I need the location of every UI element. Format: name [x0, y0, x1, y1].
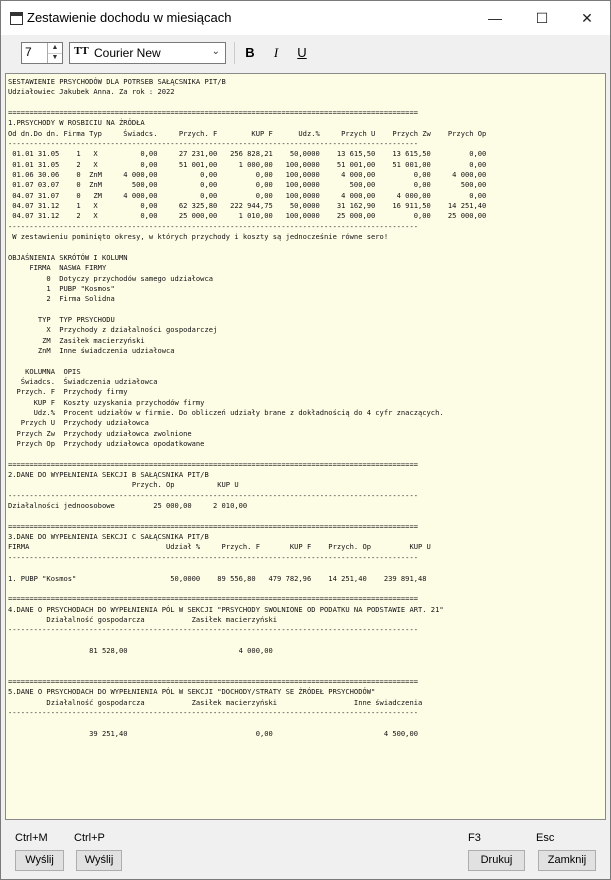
report-line: Przych. Op KUP U	[8, 480, 239, 490]
report-line: Przych Zw Przychody udziałowca zwolnione	[8, 428, 192, 438]
report-line: ZM Zasiłek macierzyński	[8, 335, 145, 345]
window-icon	[10, 12, 23, 25]
report-line: Działalność gospodarcza Zasiłek macierzyński Inne świadczenia	[8, 697, 423, 707]
minimize-button[interactable]: —	[488, 10, 502, 26]
report-line: Przych. F Przychody firmy	[8, 387, 128, 397]
report-line: ------------------------------------------------------------------------------------------------	[8, 139, 418, 149]
report-line: FIRMA Udział % Przych. F KUP F Przych. Op KUP U	[8, 542, 431, 552]
font-name-value: Courier New	[94, 46, 161, 60]
report-line: 5.DANE O PRSYCHODACH DO WYPEŁNIENIA PÓL W SEKCJI "DOCHODY/STRATY SE ŹRÓDEŁ PRSYCHODÓW"	[8, 687, 376, 697]
report-line: 04.07 31.07 0 ZM 4 000,00 0,00 0,00 100,0000 4 000,00 4 000,00 0,00	[8, 190, 487, 200]
report-line: ------------------------------------------------------------------------------------------------	[8, 707, 418, 717]
spin-down-icon[interactable]: ▼	[51, 54, 59, 61]
bold-button[interactable]: B	[245, 45, 255, 60]
toolbar-separator	[234, 42, 235, 64]
report-line: 2.DANE DO WYPEŁNIENIA SEKCJI B SAŁĄCSNIKA PIT/B	[8, 470, 209, 480]
report-line: 3.DANE DO WYPEŁNIENIA SEKCJI C SAŁĄCSNIKA PIT/B	[8, 532, 209, 542]
report-view[interactable]	[5, 73, 606, 820]
report-line: 2 Firma Solidna	[8, 294, 115, 304]
close-report-button[interactable]: Zamknij	[538, 850, 596, 871]
font-name-select[interactable]	[69, 42, 226, 64]
print-button[interactable]: Drukuj	[468, 850, 525, 871]
send-email-button[interactable]: Wyślij	[15, 850, 64, 871]
shortcut-ctrl-m: Ctrl+M	[15, 832, 48, 844]
window-title: Zestawienie dochodu w miesiącach	[27, 10, 232, 25]
report-line: Przych U Przychody udziałowca	[8, 418, 149, 428]
report-line: Udziałowiec Jakubek Anna. Za rok : 2022	[8, 87, 175, 97]
spin-up-icon[interactable]: ▲	[48, 43, 62, 54]
report-line: 1. PUBP "Kosmos" 50,0000 89 556,80 479 782,96 14 251,40 239 891,48	[8, 573, 427, 583]
underline-button[interactable]: U	[297, 45, 307, 60]
report-line: ================================================================================================	[8, 594, 418, 604]
report-line: 01.07 03.07 0 ZnM 500,00 0,00 0,00 100,0000 500,00 0,00 500,00	[8, 180, 487, 190]
report-line: 01.06 30.06 0 ZnM 4 000,00 0,00 0,00 100,0000 4 000,00 0,00 4 000,00	[8, 170, 487, 180]
report-line: 4.DANE O PRSYCHODACH DO WYPEŁNIENIA PÓL W SEKCJI "PRSYCHODY SWOLNIONE OD PODATKU NA PODSTAWIE ART. 21"	[8, 604, 444, 614]
report-line: ------------------------------------------------------------------------------------------------	[8, 552, 418, 562]
maximize-button[interactable]: ☐	[535, 10, 549, 26]
report-line: ================================================================================================	[8, 108, 418, 118]
spinner-buttons	[47, 43, 62, 63]
shortcut-f3: F3	[468, 832, 481, 844]
report-line: ------------------------------------------------------------------------------------------------	[8, 221, 418, 231]
report-line: 04.07 31.12 1 X 0,00 62 325,80 222 944,75 50,0000 31 162,90 16 911,50 14 251,40	[8, 201, 487, 211]
report-line: ================================================================================================	[8, 459, 418, 469]
bottom-bar	[1, 819, 610, 879]
toolbar	[1, 35, 610, 73]
report-line: X Przychody z działalności gospodarczej	[8, 325, 218, 335]
shortcut-esc: Esc	[536, 832, 555, 844]
report-line: Przych Op Przychody udziałowca opodatkowane	[8, 439, 205, 449]
report-line: ZnM Inne świadczenia udziałowca	[8, 345, 175, 355]
report-line: 1.PRSYCHODY W ROSBICIU NA ŹRÓDŁA	[8, 118, 145, 128]
report-line: 01.01 31.05 2 X 0,00 51 001,00 1 000,00 100,0000 51 001,00 51 001,00 0,00	[8, 159, 487, 169]
report-line: Świadcs. Świadczenia udziałowca	[8, 376, 158, 386]
report-line: ------------------------------------------------------------------------------------------------	[8, 625, 418, 635]
italic-button[interactable]: I	[273, 45, 279, 60]
report-line: ------------------------------------------------------------------------------------------------	[8, 490, 418, 500]
report-line: Od dn.Do dn. Firma Typ Świadcs. Przych. F KUP F Udz.% Przych U Przych Zw Przych Op	[8, 128, 487, 138]
report-line: 04.07 31.12 2 X 0,00 25 000,00 1 010,00 100,0000 25 000,00 0,00 25 000,00	[8, 211, 487, 221]
report-line: 01.01 31.05 1 X 0,00 27 231,00 256 828,21 50,0000 13 615,50 13 615,50 0,00	[8, 149, 487, 159]
font-size-value[interactable]: 7	[25, 45, 32, 59]
report-line: W zestawieniu pominięto okresy, w których przychody i koszty są jednocześnie równe sero!	[8, 232, 389, 242]
title-bar[interactable]	[1, 1, 610, 35]
report-line: OBJAŚNIENIA SKRÓTÓW I KOLUMN	[8, 252, 128, 262]
report-line: 1 PUBP "Kosmos"	[8, 283, 115, 293]
report-line: TYP TYP PRSYCHODU	[8, 314, 115, 324]
report-line: 81 528,00 4 000,00	[8, 645, 273, 655]
report-line: Działalność gospodarcza Zasiłek macierzyński	[8, 614, 278, 624]
shortcut-ctrl-p: Ctrl+P	[74, 832, 105, 844]
report-line: Działalności jednoosobowe 25 000,00 2 010,00	[8, 501, 248, 511]
report-line: ================================================================================================	[8, 676, 418, 686]
report-line: KUP F Koszty uzyskania przychodów firmy	[8, 397, 205, 407]
close-button[interactable]: ✕	[581, 10, 593, 26]
report-line: 39 251,40 0,00 4 500,00	[8, 728, 418, 738]
truetype-font-icon: TT	[74, 45, 89, 57]
report-line: FIRMA NASWA FIRMY	[8, 263, 107, 273]
font-size-spinner[interactable]	[21, 42, 63, 64]
send-button[interactable]: Wyślij	[76, 850, 122, 871]
report-line: SESTAWIENIE PRSYCHODÓW DLA POTRSEB SAŁĄCSNIKA PIT/B	[8, 77, 226, 86]
report-line: 0 Dotyczy przychodów samego udziałowca	[8, 273, 213, 283]
report-line: ================================================================================================	[8, 521, 418, 531]
report-line: KOLUMNA OPIS	[8, 366, 81, 376]
report-line: Udz.% Procent udziałów w firmie. Do obliczeń udziały brane z dokładnością do 4 cyfr znaczących.	[8, 408, 444, 417]
report-text	[6, 74, 605, 749]
chevron-down-icon[interactable]: ⌄	[211, 46, 220, 57]
